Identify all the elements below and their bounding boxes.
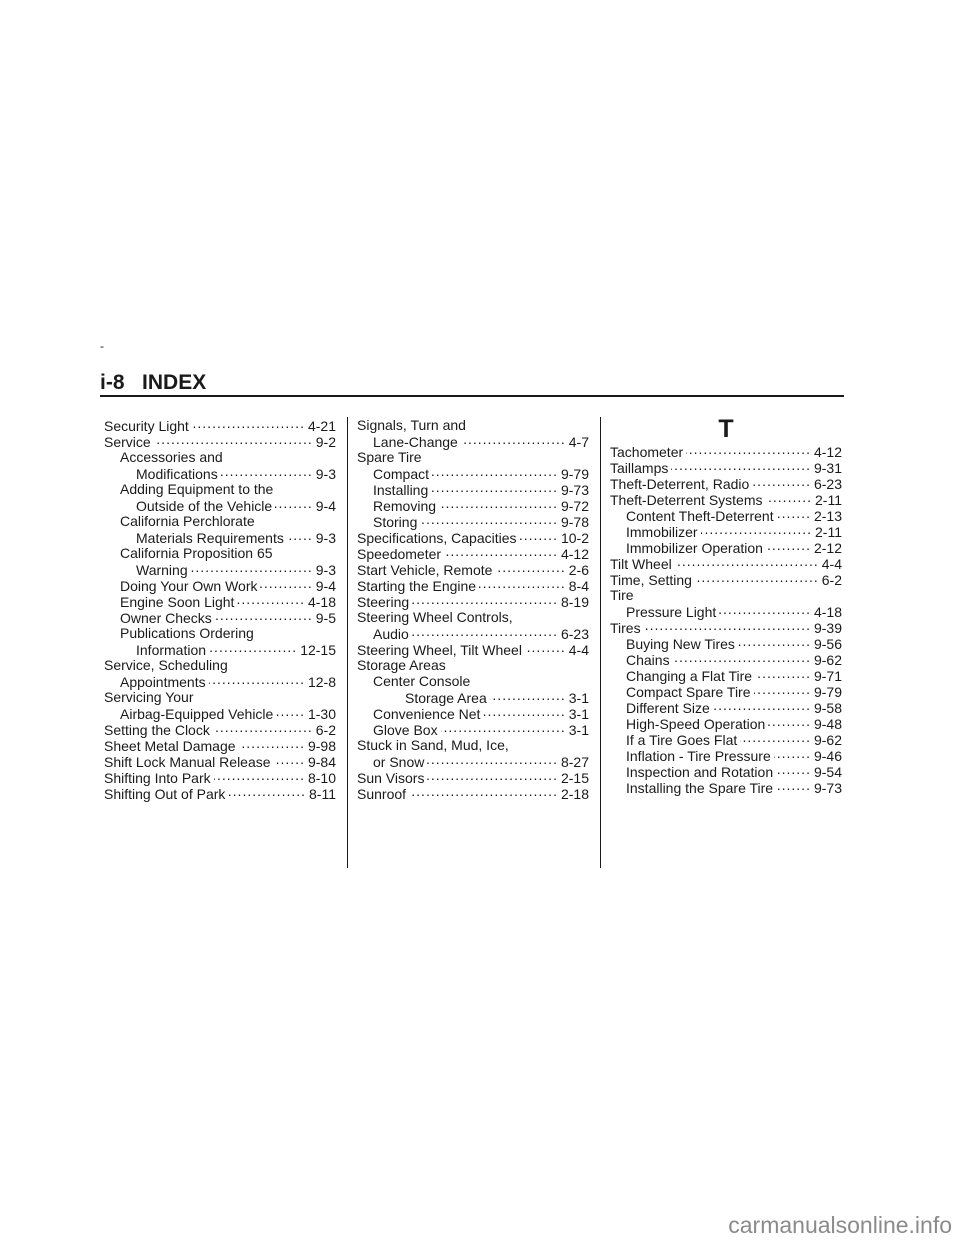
index-entry [610,539,842,555]
dot-leader [738,635,811,649]
entry-page: 2-13 [813,508,842,524]
entry-text: Sheet Metal Damage [104,738,236,754]
entry-page: 9-3 [315,530,336,546]
dot-leader [209,673,305,687]
entry-text: Inflation - Tire Pressure [626,748,771,764]
index-entry [357,705,589,721]
entry-text: Buying New Tires [626,636,735,652]
index-entry [104,481,336,497]
entry-text: Setting the Clock [104,722,210,738]
index-entry [610,731,842,747]
dot-leader [768,715,811,729]
dot-leader [260,577,312,591]
dot-leader [228,785,306,799]
entry-text: Specifications, Capacities [357,530,517,546]
entry-page: 9-46 [813,748,842,764]
index-entry [357,593,589,609]
dot-leader [432,465,558,479]
dot-leader [431,481,558,495]
entry-page: 9-98 [307,738,336,754]
entry-text: Engine Soon Light [120,594,235,610]
entry-page: 2-11 [815,492,842,508]
entry-text: Content Theft-Deterrent [626,508,774,524]
index-entry [104,593,336,609]
index-entry [104,705,336,721]
entry-page: 8-10 [307,770,336,786]
entry-text: If a Tire Goes Flat [626,732,738,748]
column-divider [600,417,601,868]
entry-page: 8-19 [560,594,589,610]
entry-page: 9-31 [813,460,842,476]
section-letter: T [718,415,734,443]
entry-text: Shift Lock Manual Release [104,754,271,770]
entry-page: 9-73 [813,780,842,796]
entry-text: Audio [373,626,409,642]
entry-text: Shifting Out of Park [104,786,226,802]
entry-page: 8-4 [568,578,589,594]
entry-text: California Proposition 65 [120,545,273,561]
dot-leader [276,705,305,719]
entry-page: 3-1 [568,706,589,722]
entry-text: Storage Areas [357,657,446,673]
index-entry [610,459,842,475]
entry-text: Sun Visors [357,770,425,786]
dot-leader [214,769,305,783]
index-entry [104,721,336,737]
dot-leader [479,577,566,591]
entry-text: Center Console [373,673,471,689]
entry-page: 4-18 [307,594,336,610]
index-entry [357,673,589,689]
entry-text: Shifting Into Park [104,770,211,786]
entry-text: Materials Requirements [136,530,284,546]
dot-leader [420,513,558,527]
dot-leader [490,689,566,703]
entry-text: Starting the Engine [357,578,477,594]
entry-page: 9-4 [315,578,336,594]
corner-dash: - [100,339,104,353]
dot-leader [274,753,305,767]
index-entry [357,753,589,769]
index-entry [357,577,589,593]
entry-text: Pressure Light [626,604,717,620]
index-entry [610,651,842,667]
entry-text: Immobilizer Operation [626,540,763,556]
entry-page: 9-56 [813,636,842,652]
index-entry [610,603,842,619]
entry-page: 2-12 [813,540,842,556]
entry-text: Airbag-Equipped Vehicle [120,706,274,722]
entry-text: Publications Ordering [120,625,254,641]
entry-text: Time, Setting [610,572,692,588]
dot-leader [774,747,811,761]
entry-text: Installing [373,482,429,498]
dot-leader [192,417,305,431]
entry-text: Sunroof [357,786,407,802]
watermark: carmanualsonline.info [728,1212,952,1238]
index-entry [104,657,336,673]
index-entry [104,785,336,801]
entry-page: 4-21 [307,418,336,434]
entry-page: 2-15 [560,770,589,786]
dot-leader [412,593,558,607]
entry-text: Storage Area [405,690,487,706]
dot-leader [777,507,811,521]
index-entry [104,449,336,465]
dot-leader [239,737,305,751]
index-entry [610,555,842,571]
entry-text: Servicing Your [104,689,194,705]
dot-leader [427,769,558,783]
entry-text: Service [104,434,151,450]
index-entry [357,497,589,513]
entry-text: Security Light [104,418,189,434]
index-entry [610,571,842,587]
index-entry [357,769,589,785]
index-entry [610,523,842,539]
index-entry [104,609,336,625]
entry-text: Service, Scheduling [104,657,228,673]
entry-text: Appointments [120,674,206,690]
entry-text: Modifications [136,466,218,482]
entry-page: 9-2 [315,434,336,450]
entry-text: Compact Spare Tire [626,684,751,700]
index-entry [357,465,589,481]
entry-page: 3-1 [568,722,589,738]
index-entry [357,481,589,497]
dot-leader [287,529,313,543]
entry-page: 2-11 [815,524,842,540]
dot-leader [461,433,566,447]
index-entry [610,443,842,459]
entry-page: 3-1 [568,690,589,706]
index-entry [104,561,336,577]
index-entry [104,433,336,449]
dot-leader [215,609,313,623]
dot-leader [701,523,812,537]
entry-page: 9-73 [560,482,589,498]
section-title: INDEX [142,371,207,394]
entry-page: 2-6 [568,562,589,578]
dot-leader [695,571,819,585]
dot-leader [483,705,565,719]
index-entry [610,715,842,731]
entry-text: Tilt Wheel [610,556,672,572]
entry-text: Inspection and Rotation [626,764,774,780]
entry-text: Glove Box [373,722,438,738]
dot-leader [221,465,313,479]
dot-leader [766,539,811,553]
index-entry [357,737,589,753]
dot-leader [766,491,813,505]
dot-leader [427,753,558,767]
index-entry [357,625,589,641]
entry-text: Stuck in Sand, Mud, Ice, [357,737,509,753]
dot-leader [441,721,566,735]
index-entry [357,561,589,577]
entry-page: 8-27 [560,754,589,770]
index-entry [357,641,589,657]
entry-page: 12-15 [300,642,336,658]
entry-page: 6-2 [821,572,842,588]
dot-leader [209,641,297,655]
index-entry [104,753,336,769]
dot-leader [191,561,313,575]
index-entry [610,491,842,507]
entry-page: 9-79 [560,466,589,482]
entry-page: 4-7 [568,434,589,450]
dot-leader [673,651,811,665]
entry-text: Accessories and [120,449,223,465]
entry-text: Outside of the Vehicle [136,498,273,514]
index-entry [610,619,842,635]
entry-page: 9-71 [813,668,842,684]
entry-page: 9-79 [813,684,842,700]
dot-leader [686,443,811,457]
index-entry [610,635,842,651]
index-entry [357,433,589,449]
entry-text: High-Speed Operation [626,716,766,732]
entry-page: 9-54 [813,764,842,780]
entry-page: 4-4 [821,556,842,572]
entry-text: Chains [626,652,670,668]
index-entry [357,689,589,705]
entry-page: 6-23 [813,476,842,492]
index-entry [104,673,336,689]
page-header [100,372,206,393]
entry-text: Signals, Turn and [357,417,466,433]
entry-page: 12-8 [307,674,336,690]
dot-leader [409,785,558,799]
entry-page: 9-72 [560,498,589,514]
column-divider [347,417,348,868]
index-entry [610,475,842,491]
dot-leader [439,497,558,511]
entry-page: 9-3 [315,562,336,578]
entry-page: 9-4 [315,498,336,514]
page-number: i-8 [100,371,125,394]
entry-text: Steering Wheel Controls, [357,609,513,625]
entry-page: 4-4 [568,642,589,658]
entry-text: or Snow [373,754,425,770]
index-column-1 [104,417,336,801]
dot-leader [444,545,558,559]
entry-page: 4-12 [560,546,589,562]
dot-leader [644,619,811,633]
dot-leader [675,555,819,569]
dot-leader [154,433,313,447]
entry-page: 4-12 [813,444,842,460]
entry-text: Taillamps [610,460,669,476]
dot-leader [776,763,811,777]
index-entry [357,529,589,545]
entry-text: Removing [373,498,437,514]
index-entry [610,507,842,523]
dot-leader [776,779,811,793]
index-entry [610,699,842,715]
index-entry [104,529,336,545]
index-entry [357,513,589,529]
index-column-2 [357,417,589,801]
index-entry [104,641,336,657]
entry-page: 4-18 [813,604,842,620]
entry-text: Convenience Net [373,706,481,722]
index-entry [357,721,589,737]
dot-leader [755,667,811,681]
index-entry [104,577,336,593]
dot-leader [495,561,565,575]
entry-page: 9-58 [813,700,842,716]
entry-text: Warning [136,562,188,578]
dot-leader [740,731,811,745]
entry-text: Lane-Change [373,434,458,450]
entry-text: Steering [357,594,410,610]
dot-leader [275,497,313,511]
index-entry [104,465,336,481]
entry-text: Speedometer [357,546,442,562]
entry-page: 2-18 [560,786,589,802]
index-entry [357,417,589,433]
dot-leader [520,529,558,543]
index-entry [610,779,842,795]
dot-leader [237,593,305,607]
index-entry [104,625,336,641]
index-entry [357,785,589,801]
entry-text: Compact [373,466,430,482]
dot-leader [713,699,811,713]
entry-text: Information [136,642,207,658]
index-entry [104,689,336,705]
index-column-3 [610,417,842,795]
entry-page: 9-62 [813,652,842,668]
index-entry [610,763,842,779]
dot-leader [754,683,811,697]
entry-page: 6-2 [315,722,336,738]
dot-leader [719,603,811,617]
entry-text: Installing the Spare Tire [626,780,774,796]
entry-text: Changing a Flat Tire [626,668,753,684]
entry-text: Storing [373,514,418,530]
entry-text: Doing Your Own Work [120,578,258,594]
entry-page: 10-2 [560,530,589,546]
header-rule [100,395,844,397]
index-entry [104,769,336,785]
dot-leader [213,721,313,735]
entry-text: Immobilizer [626,524,698,540]
dot-leader [412,625,558,639]
entry-page: 9-78 [560,514,589,530]
dot-leader [752,475,811,489]
index-entry [610,683,842,699]
entry-text: Spare Tire [357,449,422,465]
index-entry [104,513,336,529]
index-entry [610,747,842,763]
entry-text: Tire [610,587,634,603]
index-entry [357,609,589,625]
entry-text: Owner Checks [120,610,212,626]
entry-text: Different Size [626,700,710,716]
index-entry [357,657,589,673]
dot-leader [525,641,566,655]
entry-text: Adding Equipment to the [120,481,274,497]
entry-text: Theft-Deterrent, Radio [610,476,750,492]
index-entry [104,737,336,753]
entry-text: Steering Wheel, Tilt Wheel [357,642,522,658]
entry-text: Tires [610,620,641,636]
index-entry [610,587,842,603]
entry-text: Start Vehicle, Remote [357,562,493,578]
entry-text: California Perchlorate [120,513,255,529]
index-entry [104,497,336,513]
entry-text: Tachometer [610,444,684,460]
entry-page: 9-84 [307,754,336,770]
index-entry [357,545,589,561]
entry-page: 9-48 [813,716,842,732]
entry-text: Theft-Deterrent Systems [610,492,763,508]
index-entry [357,449,589,465]
entry-page: 9-5 [315,610,336,626]
entry-page: 9-62 [813,732,842,748]
entry-page: 6-23 [560,626,589,642]
dot-leader [671,459,811,473]
entry-page: 8-11 [309,786,336,802]
entry-page: 1-30 [307,706,336,722]
entry-page: 9-3 [315,466,336,482]
index-entry [104,417,336,433]
index-entry [104,545,336,561]
entry-page: 9-39 [813,620,842,636]
index-entry [610,667,842,683]
